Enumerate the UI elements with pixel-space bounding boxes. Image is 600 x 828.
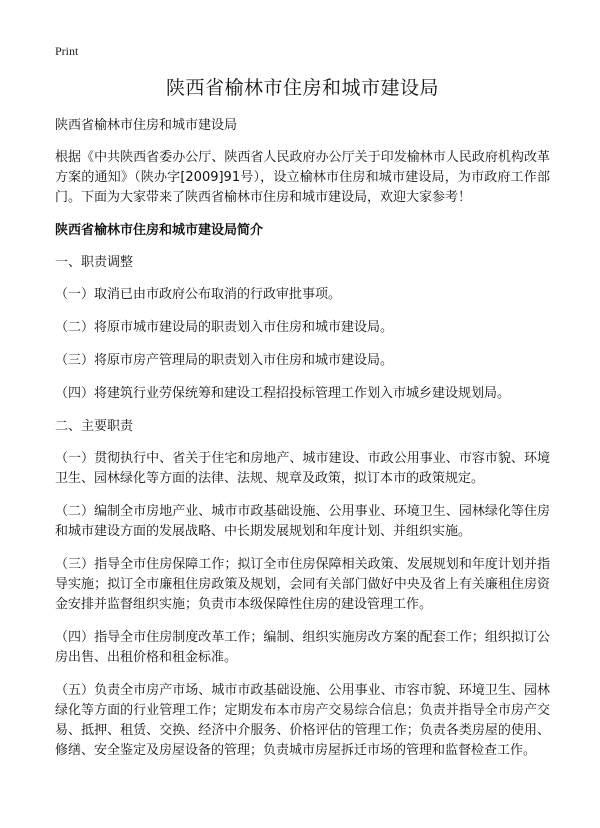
section1-item: （三）将原市房产管理局的职责划入市住房和城市建设局。 — [55, 353, 394, 368]
section1-item: （二）将原市城市建设局的职责划入市住房和城市建设局。 — [55, 320, 394, 335]
section2-item: （三）指导全市住房保障工作；拟订全市住房保障相关政策、发展规划和年度计划并指导实施；拟订全市廉租住房政策及规划，会同有关部门做好中央及省上有关廉租住房资金安排并监督组织实施；负责市本级保障性住房的建设管理工作。 — [55, 557, 550, 612]
section2-item: （四）指导全市住房制度改革工作；编制、组织实施房改方案的配套工作；组织拟订公房出售、出租价格和租金标准。 — [55, 630, 550, 665]
section2-list — [55, 449, 550, 761]
print-link[interactable]: Print — [55, 44, 79, 58]
section2-item: （五）负责全市房产市场、城市市政基础设施、公用事业、市容市貌、环境卫生、园林绿化等方面的行业管理工作；定期发布本市房产交易综合信息；负责并指导全市房产交易、抵押、租赁、交换、经济中介服务、价格评估的管理工作；负责各类房屋的使用、修缮、安全鉴定及房屋设备的管理；负责城市房屋拆迁市场的管理和监督检查工作。 — [55, 683, 550, 758]
document-subtitle: 陕西省榆林市住房和城市建设局 — [55, 118, 238, 133]
section1-title: 一、职责调整 — [55, 255, 134, 270]
section1-item: （一）取消已由市政府公布取消的行政审批事项。 — [55, 287, 342, 302]
section-heading: 陕西省榆林市住房和城市建设局简介 — [55, 223, 264, 238]
section2-item: （二）编制全市房地产业、城市市政基础设施、公用事业、环境卫生、园林绿化等住房和城市建设方面的发展战略、中长期发展规划和年度计划、并组织实施。 — [55, 504, 550, 539]
document-title: 陕西省榆林市住房和城市建设局 — [165, 77, 439, 99]
intro-paragraph: 根据《中共陕西省委办公厅、陕西省人民政府办公厅关于印发榆林市人民政府机构改革方案的通知》（陕办字[2009]91号），设立榆林市住房和城市建设局，为市政府工作部门。下面为大家带来了陕西省榆林市住房和城市建设局，欢迎大家参考！ — [55, 150, 550, 205]
section2-title: 二、主要职责 — [55, 419, 134, 434]
section1-item: （四）将建筑行业劳保统筹和建设工程招投标管理工作划入市城乡建设规划局。 — [55, 386, 511, 401]
section1-list — [55, 285, 550, 404]
section2-item: （一）贯彻执行中、省关于住宅和房地产、城市建设、市政公用事业、市容市貌、环境卫生、园林绿化等方面的法律、法规、规章及政策，拟订本市的政策规定。 — [55, 451, 550, 486]
